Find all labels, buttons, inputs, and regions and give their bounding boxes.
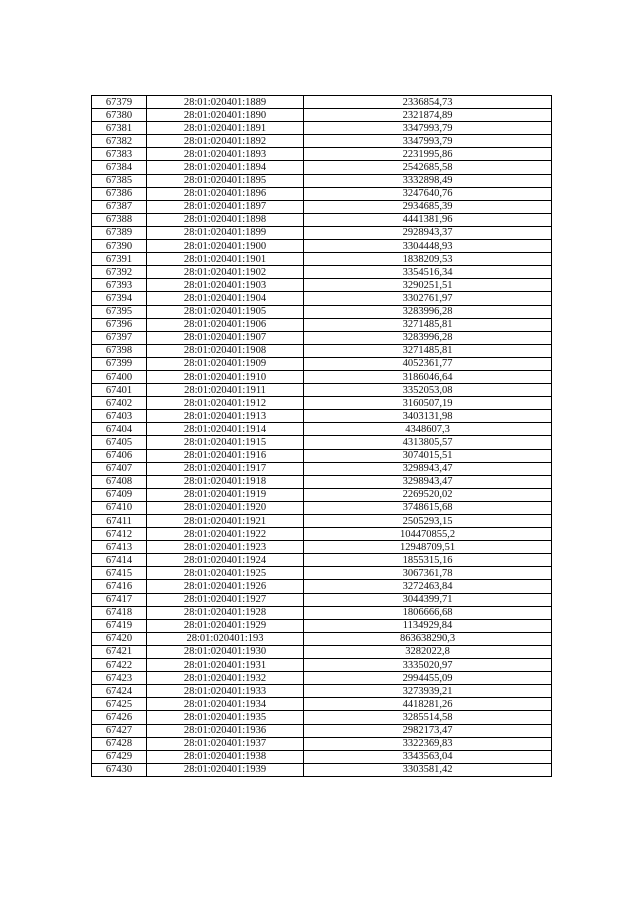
cadastral-value-cell: 3283996,28 bbox=[304, 331, 552, 344]
cadastral-number-cell: 28:01:020401:1918 bbox=[147, 475, 304, 488]
cadastral-number-cell: 28:01:020401:1930 bbox=[147, 645, 304, 658]
table-row bbox=[92, 292, 552, 305]
cadastral-value-cell: 3303581,42 bbox=[304, 763, 552, 776]
cadastral-number-cell: 28:01:020401:1932 bbox=[147, 672, 304, 685]
row-number-cell: 67410 bbox=[92, 501, 147, 514]
table-row bbox=[92, 672, 552, 685]
table-row bbox=[92, 685, 552, 698]
cadastral-value-cell: 4441381,96 bbox=[304, 213, 552, 226]
cadastral-value-table bbox=[91, 95, 552, 777]
cadastral-number-cell: 28:01:020401:1913 bbox=[147, 410, 304, 423]
table-row bbox=[92, 266, 552, 279]
row-number-cell: 67401 bbox=[92, 384, 147, 397]
row-number-cell: 67405 bbox=[92, 436, 147, 449]
row-number-cell: 67396 bbox=[92, 318, 147, 331]
cadastral-number-cell: 28:01:020401:1908 bbox=[147, 344, 304, 357]
cadastral-value-cell: 3298943,47 bbox=[304, 462, 552, 475]
table-row bbox=[92, 305, 552, 318]
row-number-cell: 67408 bbox=[92, 475, 147, 488]
table-row bbox=[92, 318, 552, 331]
table-row bbox=[92, 240, 552, 253]
cadastral-number-cell: 28:01:020401:1914 bbox=[147, 423, 304, 436]
cadastral-number-cell: 28:01:020401:1893 bbox=[147, 148, 304, 161]
table-row bbox=[92, 554, 552, 567]
table-row bbox=[92, 423, 552, 436]
table-row bbox=[92, 528, 552, 541]
cadastral-value-cell: 3247640,76 bbox=[304, 187, 552, 200]
cadastral-number-cell: 28:01:020401:1895 bbox=[147, 174, 304, 187]
row-number-cell: 67417 bbox=[92, 593, 147, 606]
cadastral-number-cell: 28:01:020401:1907 bbox=[147, 331, 304, 344]
cadastral-number-cell: 28:01:020401:1890 bbox=[147, 109, 304, 122]
table-row bbox=[92, 253, 552, 266]
cadastral-number-cell: 28:01:020401:1897 bbox=[147, 200, 304, 213]
row-number-cell: 67397 bbox=[92, 331, 147, 344]
row-number-cell: 67412 bbox=[92, 528, 147, 541]
cadastral-number-cell: 28:01:020401:1912 bbox=[147, 397, 304, 410]
row-number-cell: 67409 bbox=[92, 488, 147, 501]
row-number-cell: 67424 bbox=[92, 685, 147, 698]
table-row bbox=[92, 462, 552, 475]
cadastral-number-cell: 28:01:020401:1934 bbox=[147, 698, 304, 711]
table-row bbox=[92, 200, 552, 213]
cadastral-number-cell: 28:01:020401:1917 bbox=[147, 462, 304, 475]
row-number-cell: 67382 bbox=[92, 135, 147, 148]
cadastral-value-cell: 3271485,81 bbox=[304, 344, 552, 357]
table-row bbox=[92, 436, 552, 449]
row-number-cell: 67426 bbox=[92, 711, 147, 724]
row-number-cell: 67414 bbox=[92, 554, 147, 567]
cadastral-number-cell: 28:01:020401:1924 bbox=[147, 554, 304, 567]
table-row bbox=[92, 567, 552, 580]
cadastral-number-cell: 28:01:020401:1938 bbox=[147, 750, 304, 763]
cadastral-number-cell: 28:01:020401:1891 bbox=[147, 122, 304, 135]
row-number-cell: 67428 bbox=[92, 737, 147, 750]
cadastral-value-cell: 2505293,15 bbox=[304, 515, 552, 528]
cadastral-value-cell: 2269520,02 bbox=[304, 488, 552, 501]
cadastral-number-cell: 28:01:020401:1925 bbox=[147, 567, 304, 580]
row-number-cell: 67381 bbox=[92, 122, 147, 135]
cadastral-number-cell: 28:01:020401:1929 bbox=[147, 619, 304, 632]
table-row bbox=[92, 357, 552, 370]
table-row bbox=[92, 541, 552, 554]
row-number-cell: 67387 bbox=[92, 200, 147, 213]
row-number-cell: 67384 bbox=[92, 161, 147, 174]
cadastral-number-cell: 28:01:020401:1903 bbox=[147, 279, 304, 292]
table-row bbox=[92, 632, 552, 645]
cadastral-number-cell: 28:01:020401:1898 bbox=[147, 213, 304, 226]
cadastral-value-cell: 863638290,3 bbox=[304, 632, 552, 645]
cadastral-value-cell: 3302761,97 bbox=[304, 292, 552, 305]
row-number-cell: 67391 bbox=[92, 253, 147, 266]
cadastral-value-cell: 3343563,04 bbox=[304, 750, 552, 763]
row-number-cell: 67398 bbox=[92, 344, 147, 357]
cadastral-value-cell: 3347993,79 bbox=[304, 135, 552, 148]
cadastral-number-cell: 28:01:020401:1933 bbox=[147, 685, 304, 698]
cadastral-number-cell: 28:01:020401:1892 bbox=[147, 135, 304, 148]
row-number-cell: 67388 bbox=[92, 213, 147, 226]
table-row bbox=[92, 593, 552, 606]
table-row bbox=[92, 737, 552, 750]
table-row bbox=[92, 331, 552, 344]
table-row bbox=[92, 96, 552, 109]
table-row bbox=[92, 488, 552, 501]
cadastral-number-cell: 28:01:020401:1931 bbox=[147, 659, 304, 672]
cadastral-number-cell: 28:01:020401:1926 bbox=[147, 580, 304, 593]
cadastral-value-cell: 3186046,64 bbox=[304, 370, 552, 383]
cadastral-value-cell: 1134929,84 bbox=[304, 619, 552, 632]
table-row bbox=[92, 501, 552, 514]
table-body bbox=[92, 96, 552, 777]
cadastral-value-cell: 3748615,68 bbox=[304, 501, 552, 514]
table-row bbox=[92, 659, 552, 672]
row-number-cell: 67403 bbox=[92, 410, 147, 423]
cadastral-value-cell: 3044399,71 bbox=[304, 593, 552, 606]
cadastral-number-cell: 28:01:020401:1909 bbox=[147, 357, 304, 370]
cadastral-number-cell: 28:01:020401:1936 bbox=[147, 724, 304, 737]
cadastral-number-cell: 28:01:020401:1901 bbox=[147, 253, 304, 266]
cadastral-number-cell: 28:01:020401:193 bbox=[147, 632, 304, 645]
cadastral-value-cell: 3403131,98 bbox=[304, 410, 552, 423]
row-number-cell: 67421 bbox=[92, 645, 147, 658]
cadastral-value-cell: 104470855,2 bbox=[304, 528, 552, 541]
cadastral-value-cell: 3322369,83 bbox=[304, 737, 552, 750]
cadastral-value-cell: 3290251,51 bbox=[304, 279, 552, 292]
row-number-cell: 67419 bbox=[92, 619, 147, 632]
cadastral-number-cell: 28:01:020401:1935 bbox=[147, 711, 304, 724]
table-row bbox=[92, 606, 552, 619]
cadastral-value-cell: 4052361,77 bbox=[304, 357, 552, 370]
cadastral-number-cell: 28:01:020401:1919 bbox=[147, 488, 304, 501]
cadastral-value-cell: 1806666,68 bbox=[304, 606, 552, 619]
row-number-cell: 67404 bbox=[92, 423, 147, 436]
table-row bbox=[92, 187, 552, 200]
cadastral-value-cell: 1855315,16 bbox=[304, 554, 552, 567]
row-number-cell: 67379 bbox=[92, 96, 147, 109]
cadastral-value-cell: 3354516,34 bbox=[304, 266, 552, 279]
cadastral-value-cell: 4418281,26 bbox=[304, 698, 552, 711]
cadastral-value-cell: 3067361,78 bbox=[304, 567, 552, 580]
row-number-cell: 67413 bbox=[92, 541, 147, 554]
cadastral-number-cell: 28:01:020401:1939 bbox=[147, 763, 304, 776]
row-number-cell: 67427 bbox=[92, 724, 147, 737]
cadastral-value-cell: 2542685,58 bbox=[304, 161, 552, 174]
row-number-cell: 67422 bbox=[92, 659, 147, 672]
table-row bbox=[92, 724, 552, 737]
row-number-cell: 67416 bbox=[92, 580, 147, 593]
cadastral-value-cell: 3335020,97 bbox=[304, 659, 552, 672]
table-row bbox=[92, 698, 552, 711]
cadastral-number-cell: 28:01:020401:1889 bbox=[147, 96, 304, 109]
table-row bbox=[92, 279, 552, 292]
cadastral-number-cell: 28:01:020401:1922 bbox=[147, 528, 304, 541]
cadastral-number-cell: 28:01:020401:1905 bbox=[147, 305, 304, 318]
cadastral-value-cell: 2321874,89 bbox=[304, 109, 552, 122]
cadastral-number-cell: 28:01:020401:1900 bbox=[147, 240, 304, 253]
table-row bbox=[92, 397, 552, 410]
row-number-cell: 67395 bbox=[92, 305, 147, 318]
row-number-cell: 67400 bbox=[92, 370, 147, 383]
cadastral-value-cell: 2934685,39 bbox=[304, 200, 552, 213]
table-row bbox=[92, 213, 552, 226]
table-row bbox=[92, 135, 552, 148]
table-row bbox=[92, 515, 552, 528]
row-number-cell: 67406 bbox=[92, 449, 147, 462]
row-number-cell: 67399 bbox=[92, 357, 147, 370]
row-number-cell: 67402 bbox=[92, 397, 147, 410]
cadastral-value-cell: 3271485,81 bbox=[304, 318, 552, 331]
table-row bbox=[92, 449, 552, 462]
cadastral-value-cell: 1838209,53 bbox=[304, 253, 552, 266]
table-row bbox=[92, 174, 552, 187]
cadastral-value-cell: 3160507,19 bbox=[304, 397, 552, 410]
table-row bbox=[92, 109, 552, 122]
cadastral-number-cell: 28:01:020401:1927 bbox=[147, 593, 304, 606]
cadastral-number-cell: 28:01:020401:1899 bbox=[147, 226, 304, 239]
row-number-cell: 67389 bbox=[92, 226, 147, 239]
cadastral-value-cell: 3283996,28 bbox=[304, 305, 552, 318]
table-row bbox=[92, 475, 552, 488]
table-row bbox=[92, 370, 552, 383]
cadastral-value-cell: 2928943,37 bbox=[304, 226, 552, 239]
table-row bbox=[92, 410, 552, 423]
row-number-cell: 67418 bbox=[92, 606, 147, 619]
cadastral-number-cell: 28:01:020401:1896 bbox=[147, 187, 304, 200]
cadastral-value-cell: 3352053,08 bbox=[304, 384, 552, 397]
cadastral-value-cell: 4313805,57 bbox=[304, 436, 552, 449]
row-number-cell: 67390 bbox=[92, 240, 147, 253]
table-row bbox=[92, 645, 552, 658]
cadastral-value-cell: 3272463,84 bbox=[304, 580, 552, 593]
cadastral-value-cell: 3347993,79 bbox=[304, 122, 552, 135]
cadastral-number-cell: 28:01:020401:1904 bbox=[147, 292, 304, 305]
row-number-cell: 67392 bbox=[92, 266, 147, 279]
row-number-cell: 67425 bbox=[92, 698, 147, 711]
cadastral-number-cell: 28:01:020401:1916 bbox=[147, 449, 304, 462]
row-number-cell: 67380 bbox=[92, 109, 147, 122]
cadastral-value-cell: 3332898,49 bbox=[304, 174, 552, 187]
cadastral-number-cell: 28:01:020401:1902 bbox=[147, 266, 304, 279]
cadastral-value-cell: 12948709,51 bbox=[304, 541, 552, 554]
cadastral-number-cell: 28:01:020401:1894 bbox=[147, 161, 304, 174]
row-number-cell: 67430 bbox=[92, 763, 147, 776]
table-row bbox=[92, 750, 552, 763]
table-row bbox=[92, 122, 552, 135]
row-number-cell: 67407 bbox=[92, 462, 147, 475]
table-row bbox=[92, 711, 552, 724]
table-row bbox=[92, 148, 552, 161]
table-row bbox=[92, 161, 552, 174]
cadastral-number-cell: 28:01:020401:1911 bbox=[147, 384, 304, 397]
cadastral-value-cell: 3282022,8 bbox=[304, 645, 552, 658]
cadastral-number-cell: 28:01:020401:1923 bbox=[147, 541, 304, 554]
row-number-cell: 67393 bbox=[92, 279, 147, 292]
row-number-cell: 67383 bbox=[92, 148, 147, 161]
table-row bbox=[92, 226, 552, 239]
cadastral-number-cell: 28:01:020401:1928 bbox=[147, 606, 304, 619]
table-row bbox=[92, 619, 552, 632]
cadastral-value-cell: 3285514,58 bbox=[304, 711, 552, 724]
row-number-cell: 67411 bbox=[92, 515, 147, 528]
cadastral-value-cell: 3074015,51 bbox=[304, 449, 552, 462]
row-number-cell: 67385 bbox=[92, 174, 147, 187]
row-number-cell: 67394 bbox=[92, 292, 147, 305]
cadastral-value-cell: 4348607,3 bbox=[304, 423, 552, 436]
cadastral-value-cell: 3273939,21 bbox=[304, 685, 552, 698]
table-row bbox=[92, 763, 552, 776]
cadastral-value-cell: 2982173,47 bbox=[304, 724, 552, 737]
table-row bbox=[92, 344, 552, 357]
row-number-cell: 67386 bbox=[92, 187, 147, 200]
cadastral-number-cell: 28:01:020401:1906 bbox=[147, 318, 304, 331]
cadastral-number-cell: 28:01:020401:1910 bbox=[147, 370, 304, 383]
cadastral-value-cell: 2336854,73 bbox=[304, 96, 552, 109]
table-row bbox=[92, 384, 552, 397]
cadastral-value-cell: 3298943,47 bbox=[304, 475, 552, 488]
cadastral-number-cell: 28:01:020401:1921 bbox=[147, 515, 304, 528]
cadastral-number-cell: 28:01:020401:1937 bbox=[147, 737, 304, 750]
row-number-cell: 67423 bbox=[92, 672, 147, 685]
table-row bbox=[92, 580, 552, 593]
cadastral-value-cell: 2994455,09 bbox=[304, 672, 552, 685]
cadastral-number-cell: 28:01:020401:1920 bbox=[147, 501, 304, 514]
cadastral-number-cell: 28:01:020401:1915 bbox=[147, 436, 304, 449]
row-number-cell: 67420 bbox=[92, 632, 147, 645]
row-number-cell: 67429 bbox=[92, 750, 147, 763]
cadastral-value-cell: 2231995,86 bbox=[304, 148, 552, 161]
cadastral-value-cell: 3304448,93 bbox=[304, 240, 552, 253]
row-number-cell: 67415 bbox=[92, 567, 147, 580]
